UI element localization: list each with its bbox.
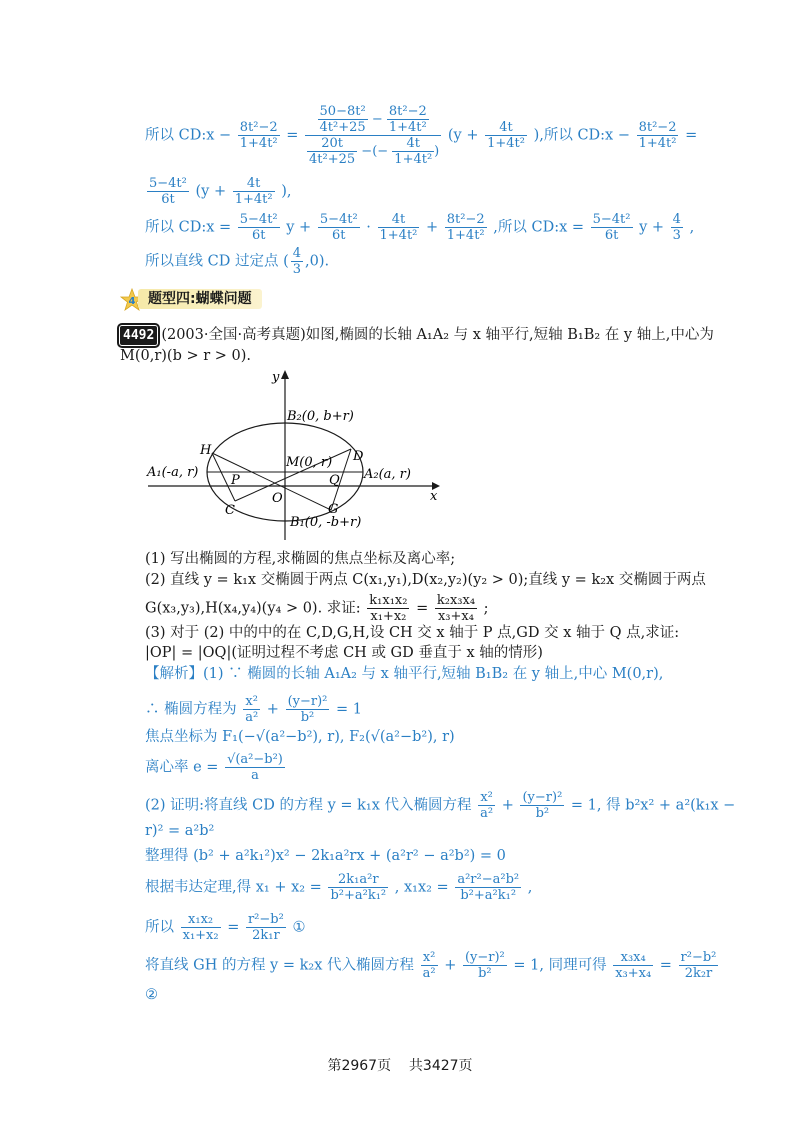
solution-9: 所以 $\frac{\text{x₁x₂}}{\text{x₁+x₂}}$ = $\frac{\text{r²−b²}}{\text{2k₁r}}$ ① [145,912,306,943]
label-b1: B₁(0, -b+r) [290,515,362,530]
ellipse-figure [140,368,450,543]
cd-line-4: 所以直线 CD 过定点 ( $\frac{4}{3}$ ,0). [145,246,330,277]
cd-line-1: 所以 CD:x − $\frac{\text{8t²−2}}{\text{1+4t²}}$ = $\frac{\text{50−8t²}}{\text{4t²+25}}$ − $\frac{\text{8t²−2}}{\text{1+4t²}}$ $\frac{20t}{\text{4t²+25}}$ −(− $\frac{4t}{\text{1+4t²}}$ ) (y + $\frac{4t}{\text{1+4t²}}$ ),所以 CD:x − $\frac{\text{8t²−2}}{\text{1+4t²}}$ = [145,104,698,167]
solution-10: 将直线 GH 的方程 y = k₂x 代入椭圆方程 $\frac{\text{x²}}{\text{a²}}$ + $\frac{\text{(y−r)²}}{\text{b²}}$ = 1, 同理可得 $\frac{\text{x₃x₄}}{\text{x₃+x₄}}$ = $\frac{\text{r²−b²}}{\text{2k₂r}}$ [145,950,717,981]
solution-2: ∴ 椭圆方程为 $\frac{\text{x²}}{\text{a²}}$ + $\frac{\text{(y−r)²}}{\text{b²}}$ = 1 [145,694,362,725]
page-footer [0,1055,800,1075]
page-number: 第2967页 [327,1058,392,1074]
label-g: G [328,502,339,517]
solution-4: 离心率 e = $\frac{\text{√(a²−b²)}}{a}$ [145,752,283,783]
section-badge [120,288,270,310]
cd-line-3: 所以 CD:x = $\frac{\text{5−4t²}}{6t}$ y + $\frac{\text{5−4t²}}{6t}$ · $\frac{4t}{\text{1+4t²}}$ + $\frac{\text{8t²−2}}{\text{1+4t²}}$ ,所以 CD:x = $\frac{\text{5−4t²}}{6t}$ y + $\frac{4}{3}$ , [145,212,695,243]
solution-1: 【解析】(1) ∵ 椭圆的长轴 A₁A₂ 与 x 轴平行,短轴 B₁B₂ 在 y 轴上,中心 M(0,r), [145,666,664,682]
label-c: C [225,503,235,518]
part-1: (1) 写出椭圆的方程,求椭圆的焦点坐标及离心率; [145,551,456,567]
part-3b: |OP| = |OQ|(证明过程不考虑 CH 或 GD 垂直于 x 轴的情形) [145,645,543,661]
solution-11: ② [145,987,158,1003]
label-m: M(0, r) [286,455,333,470]
label-o: O [272,491,283,506]
solution-3: 焦点坐标为 F₁(−√(a²−b²), r), F₂(√(a²−b²), r) [145,729,455,745]
solution-5: (2) 证明:将直线 CD 的方程 y = k₁x 代入椭圆方程 $\frac{\text{x²}}{\text{a²}}$ + $\frac{\text{(y−r)²}}{\text{b²}}$ = 1, 得 b²x² + a²(k₁x − [145,790,736,821]
part-2a: (2) 直线 y = k₁x 交椭圆于两点 C(x₁,y₁),D(x₂,y₂)(y₂ > 0);直线 y = k₂x 交椭圆于两点 [145,572,706,588]
label-y: y [272,370,280,385]
label-p: P [231,473,240,488]
solution-7: 整理得 (b² + a²k₁²)x² − 2k₁a²rx + (a²r² − a²b²) = 0 [145,848,506,864]
part-3a: (3) 对于 (2) 中的中的在 C,D,G,H,设 CH 交 x 轴于 P 点,GD 交 x 轴于 Q 点,求证: [145,625,680,641]
label-b2: B₂(0, b+r) [287,409,354,424]
label-x: x [430,489,438,504]
page-total: 共3427页 [408,1058,473,1074]
solution-8: 根据韦达定理,得 x₁ + x₂ = $\frac{\text{2k₁a²r}}{\text{b²+a²k₁²}}$ , x₁x₂ = $\frac{\text{a²r²−a²b²}}{\text{b²+a²k₁²}}$ , [145,872,533,903]
question-line-1: 4492 (2003·全国·高考真题)如图,椭圆的长轴 A₁A₂ 与 x 轴平行,短轴 B₁B₂ 在 y 轴上,中心为 [120,326,714,345]
label-a2: A₂(a, r) [364,467,411,482]
compound-fraction: $\frac{\text{50−8t²}}{\text{4t²+25}}$ − $\frac{\text{8t²−2}}{\text{1+4t²}}$ $\frac{20t}{\text{4t²+25}}$ −(− $\frac{4t}{\text{1+4t²}}$ ) [305,104,441,167]
section-title: 题型四:蝴蝶问题 [138,289,262,309]
part-2b: G(x₃,y₃),H(x₄,y₄)(y₄ > 0). 求证: $\frac{\text{k₁x₁x₂}}{\text{x₁+x₂}}$ = $\frac{\text{k₂x₃x₄}}{\text{x₃+x₄}}$ ; [145,593,489,624]
label-h: H [200,443,212,458]
fraction: $\frac{\text{8t²−2}}{\text{1+4t²}}$ [239,120,278,151]
label-a1: A₁(-a, r) [147,465,199,480]
svg-text:4: 4 [128,296,136,307]
label-q: Q [329,473,340,488]
solution-6: r)² = a²b² [145,823,215,839]
label-d: D [353,449,364,464]
cd-line-2: $\frac{\text{5−4t²}}{6t}$ (y + $\frac{4t}{\text{1+4t²}}$ ), [149,176,292,207]
question-number: 4492 [120,326,157,345]
question-line-2: M(0,r)(b > r > 0). [120,348,252,364]
y-arrow-icon [281,370,289,379]
